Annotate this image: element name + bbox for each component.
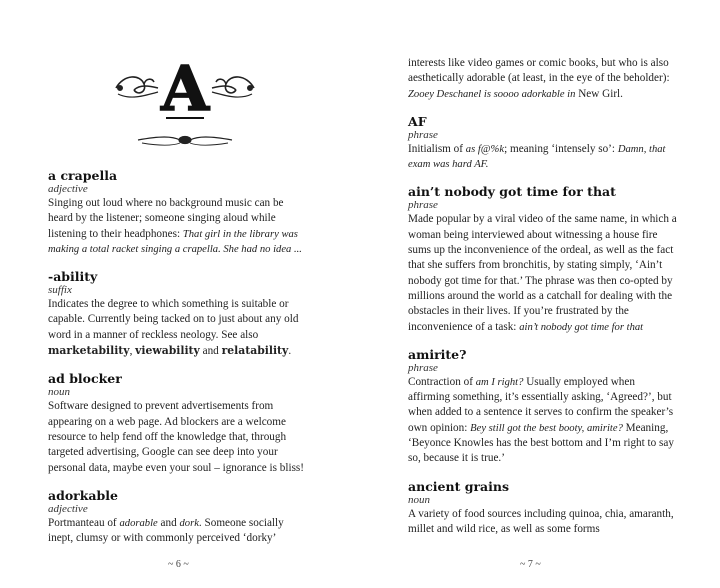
definition bbox=[408, 375, 678, 467]
bold-term: marketability bbox=[48, 344, 130, 358]
italic-text: Zooey Deschanel is soooo adorkable in bbox=[408, 88, 576, 100]
definition bbox=[408, 142, 678, 173]
entry-ad-blocker bbox=[48, 371, 310, 475]
entry-adorkable bbox=[48, 488, 310, 547]
text-run: Meaning, ‘Beyonce Knowles has the best bottom and I’m right to say so, because it is true.’ bbox=[408, 421, 674, 465]
definition bbox=[48, 399, 310, 475]
headword: AF bbox=[408, 113, 427, 129]
italic-text: Damn, that exam was hard AF. bbox=[408, 143, 666, 171]
part-of-speech: phrase bbox=[408, 361, 438, 374]
text-run: Made popular by a viral video of the same name, in which a woman being interviewed about witnessing a house fire sums up the inconvenience of the ordeal, as well as the fact that she suffers from bronchitis, by stating simply, ‘Ain’t nobody got time for that.’ The phrase was then co-opted by millions around the world as a catchall for dealing with the obstacles in their lives. If you’re frustrated by the inconvenience of a task: bbox=[408, 213, 677, 333]
folio-ornament-right-icon: ~ bbox=[535, 559, 541, 570]
italic-text: dork bbox=[179, 517, 199, 529]
definition bbox=[48, 516, 310, 547]
folio-ornament-left-icon: ~ bbox=[168, 559, 174, 570]
page-number bbox=[168, 559, 189, 570]
decorative-letter bbox=[160, 52, 210, 125]
text-run: Singing out loud where no background music can be heard by the listener; someone singing aloud while listening to their headphones: bbox=[48, 197, 284, 240]
definition-continued bbox=[408, 56, 678, 102]
headword: ancient grains bbox=[408, 478, 510, 494]
italic-text: ain’t nobody got time for that bbox=[519, 321, 644, 333]
part-of-speech: suffix bbox=[48, 284, 72, 297]
italic-text: Bey still got the best booty, amirite? bbox=[470, 422, 623, 434]
rule-flourish-icon bbox=[138, 137, 232, 146]
text-run: interests like video games or comic books, but who is also aesthetically adorable (at least, in the eye of the beholder): bbox=[408, 57, 670, 85]
part-of-speech: noun bbox=[48, 386, 70, 399]
entry-amirite bbox=[408, 347, 678, 467]
text-run: ; meaning ‘intensely so’: bbox=[504, 142, 618, 155]
page-number bbox=[520, 559, 541, 570]
italic-text: as f@%k bbox=[465, 143, 505, 155]
headword: -ability bbox=[48, 269, 98, 285]
entry-continuation bbox=[408, 56, 678, 102]
drop-capital: A bbox=[160, 52, 210, 125]
entry-af bbox=[408, 114, 678, 173]
part-of-speech: phrase bbox=[408, 199, 438, 212]
text-run: Contraction of bbox=[408, 375, 476, 388]
headword: ain’t nobody got time for that bbox=[408, 184, 616, 200]
text-run: Usually employed when affirming something, it’s essentially asking, ‘Agreed?’, but when added to a sentence it serves to confirm the speaker’s own opinion: bbox=[408, 375, 674, 434]
headword: adorkable bbox=[48, 487, 118, 503]
left-flourish-icon bbox=[116, 77, 158, 97]
text-run: Portmanteau of bbox=[48, 516, 120, 529]
part-of-speech: adjective bbox=[48, 183, 88, 195]
right-page bbox=[360, 0, 720, 588]
text-run: and bbox=[199, 345, 222, 358]
folio-ornament-left-icon: ~ bbox=[520, 559, 526, 570]
text-run: , bbox=[129, 345, 136, 358]
text-run: Indicates the degree to which something is suitable or capable. Currently being tacked on to just about any old word in a manner of reckless neology. See also bbox=[48, 298, 299, 341]
text-run: and bbox=[157, 516, 180, 529]
right-flourish-icon bbox=[212, 77, 254, 97]
page-number-value: 6 bbox=[175, 559, 181, 570]
part-of-speech: adjective bbox=[48, 502, 88, 515]
entry-ability bbox=[48, 269, 310, 359]
text-run: New Girl. bbox=[575, 87, 623, 100]
entry-a-crapella bbox=[48, 168, 310, 257]
text-run: Software designed to prevent advertisements from appearing on a web page. Ad blockers are a welcome resource to help fend off the knowledge that, through targeted advertising, Google can see deep into your personal data, maybe even your soul – ignorance is bliss! bbox=[48, 400, 305, 474]
definition bbox=[48, 196, 310, 257]
right-column bbox=[408, 56, 678, 549]
definition bbox=[408, 212, 678, 334]
headword: a crapella bbox=[48, 168, 118, 183]
text-run: Initialism of bbox=[408, 142, 466, 155]
part-of-speech: phrase bbox=[408, 128, 438, 141]
page-number-value: 7 bbox=[527, 559, 533, 570]
definition bbox=[48, 297, 310, 359]
entry-aint-nobody bbox=[408, 184, 678, 334]
part-of-speech: noun bbox=[408, 493, 430, 506]
headword: ad blocker bbox=[48, 371, 122, 387]
bold-term: viewability bbox=[135, 344, 200, 358]
left-column bbox=[48, 168, 310, 558]
letter-a-ornament bbox=[110, 48, 260, 158]
folio-ornament-right-icon: ~ bbox=[183, 559, 189, 570]
text-run: A variety of food sources including quinoa, chia, amaranth, millet and wild rice, as well as some forms bbox=[408, 507, 674, 535]
entry-ancient-grains bbox=[408, 479, 678, 538]
definition bbox=[408, 507, 678, 538]
bold-term: relatability bbox=[221, 344, 289, 358]
italic-text: adorable bbox=[119, 517, 158, 529]
headword: amirite? bbox=[408, 346, 467, 362]
italic-text: That girl in the library was making a total racket singing a crapella. She had no idea ... bbox=[48, 228, 302, 255]
text-run: . Someone socially inept, clumsy or with commonly perceived ‘dorky’ bbox=[48, 516, 284, 545]
italic-text: am I right? bbox=[475, 376, 524, 388]
text-run: . bbox=[288, 345, 292, 358]
